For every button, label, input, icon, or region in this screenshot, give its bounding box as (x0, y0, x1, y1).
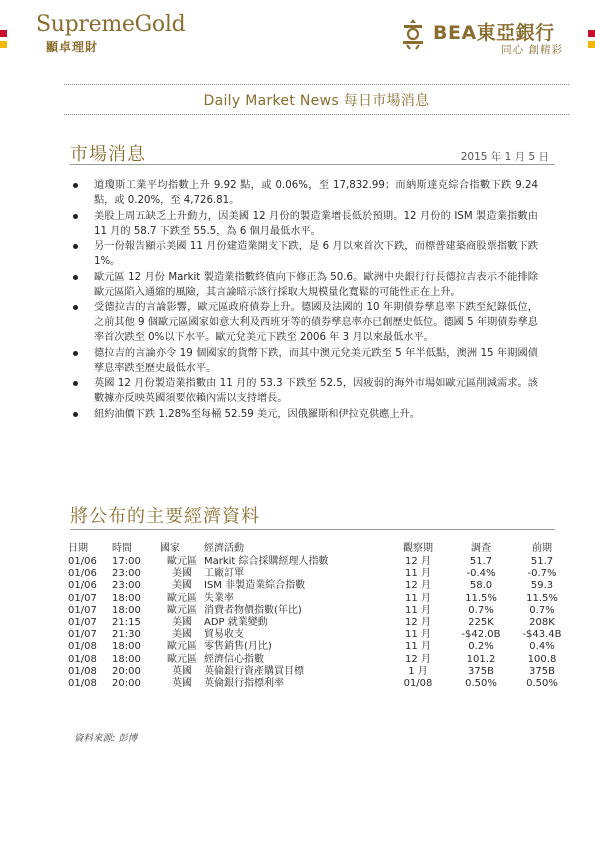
bea-logo (365, 16, 565, 60)
logo-wordmark: SupremeGold (36, 12, 186, 37)
cell-time: 18:00 (112, 604, 141, 616)
cell-event: 失業率 (204, 592, 234, 604)
table-row (68, 568, 572, 580)
cell-survey: 0.7% (468, 604, 494, 616)
cell-time: 21:15 (112, 617, 141, 629)
cell-period: 01/08 (403, 677, 433, 689)
cell-country: 美國 (172, 629, 192, 641)
cell-period: 11 月 (405, 604, 431, 616)
cell-survey: -$42.0B (461, 629, 501, 641)
cell-period: 12 月 (405, 556, 431, 568)
header-rule-top (64, 84, 569, 85)
col-prior: 前期 (532, 543, 552, 554)
header-rule-bottom (64, 114, 569, 115)
cell-survey: 375B (468, 665, 494, 677)
cell-event: 消費者物價指數(年比) (204, 604, 302, 616)
cell-date: 01/07 (68, 617, 97, 629)
cell-country: 英國 (172, 665, 192, 677)
cell-survey: -0.4% (466, 568, 496, 580)
cell-country: 歐元區 (167, 641, 197, 653)
cell-survey: 101.2 (466, 653, 496, 665)
cell-event: ADP 就業變動 (204, 617, 268, 629)
cell-prior: 11.5% (526, 592, 558, 604)
news-item: 紐約油價下跌 1.28%至每桶 52.59 美元，因俄羅斯和伊拉克供應上升。 (70, 407, 538, 422)
economic-calendar-table (68, 539, 572, 690)
table-header-row (68, 539, 572, 556)
cell-time: 17:00 (112, 556, 141, 568)
report-date: 2015 年 1 月 5 日 (460, 151, 549, 163)
market-news-title: 市場消息 (70, 144, 146, 165)
cell-time: 20:00 (112, 665, 141, 677)
cell-prior: 51.7 (530, 556, 554, 568)
cell-prior: 208K (529, 617, 555, 629)
col-time: 時間 (112, 543, 132, 554)
cell-prior: 100.8 (527, 653, 557, 665)
cell-country: 美國 (172, 580, 192, 592)
cell-event: 英倫銀行指標利率 (204, 677, 284, 689)
news-item: 另一份報告顯示美國 11 月份建造業開支下跌，是 6 月以來首次下跌，而標普建築商股票指數下跌 1%。 (70, 239, 538, 269)
table-row (68, 641, 572, 653)
news-item: 歐元區 12 月份 Markit 製造業指數終值向下修正為 50.6。歐洲中央銀行行長德拉吉表示不能排除歐元區陷入通縮的風險，其言論暗示該行採取大規模量化寬鬆的可能性正在上升。 (70, 270, 538, 300)
col-period: 觀察期 (403, 543, 433, 554)
supremegold-logo (36, 14, 216, 55)
cell-survey: 11.5% (465, 592, 497, 604)
cell-time: 18:00 (112, 592, 141, 604)
news-item: 受德拉吉的言論影響，歐元區政府債券上升。德國及法國的 10 年期債券孳息率下跌至紀錄低位，之前其他 9 個歐元區國家如意大利及西班牙等的債券孳息率亦已創歷史低位。德國 5 年期債券孳息率首次跌至 0%以下水平。歐元兌美元下跌至 2006 年 3 月以來最低水平。 (70, 300, 538, 345)
cell-country: 美國 (172, 568, 192, 580)
col-event: 經濟活動 (204, 543, 244, 554)
cell-period: 11 月 (405, 629, 431, 641)
cell-time: 23:00 (112, 568, 141, 580)
table-row (68, 556, 572, 568)
table-row (68, 617, 572, 629)
cell-prior: 0.7% (529, 604, 555, 616)
section2-rule (70, 529, 555, 530)
table-row (68, 654, 572, 666)
cell-time: 18:00 (112, 653, 141, 665)
news-item: 美股上周五缺乏上升動力，因美國 12 月份的製造業增長低於預期。12 月份的 ISM 製造業指數由 11 月的 58.7 下跌至 55.5，為 6 個月最低水平。 (70, 209, 538, 239)
cell-period: 12 月 (405, 617, 431, 629)
cell-prior: 0.4% (529, 641, 555, 653)
cell-country: 歐元區 (167, 653, 197, 665)
cell-period: 1 月 (408, 665, 428, 677)
cell-country: 歐元區 (167, 556, 197, 568)
cell-event: 貿易收支 (204, 629, 244, 641)
cell-survey: 0.2% (468, 641, 494, 653)
cell-prior: -$43.4B (522, 629, 562, 641)
cell-event: 英倫銀行資產購買目標 (204, 665, 304, 677)
col-date: 日期 (68, 543, 88, 554)
cell-date: 01/07 (68, 604, 97, 616)
cell-date: 01/07 (68, 629, 97, 641)
bea-wordmark: BEA東亞銀行 (433, 22, 555, 44)
cell-event: 工廠訂單 (204, 568, 244, 580)
right-red-mark (588, 30, 595, 37)
cell-survey: 51.7 (469, 556, 493, 568)
cell-time: 23:00 (112, 580, 141, 592)
cell-event: 零售銷售(月比) (204, 641, 272, 653)
cell-date: 01/06 (68, 568, 97, 580)
table-row (68, 678, 572, 690)
cell-country: 英國 (172, 677, 192, 689)
table-row (68, 629, 572, 641)
col-country: 國家 (160, 543, 180, 554)
cell-date: 01/06 (68, 580, 97, 592)
cell-period: 12 月 (405, 580, 431, 592)
data-source: 資料來源: 彭博 (74, 733, 138, 744)
banner-title: Daily Market News 每日市場消息 (203, 93, 430, 109)
cell-event: Markit 綜合採購經理人指數 (204, 556, 329, 568)
cell-country: 美國 (172, 617, 192, 629)
left-red-mark (0, 30, 7, 37)
cell-event: ISM 非製造業綜合指數 (204, 580, 306, 592)
right-yellow-mark (588, 41, 595, 48)
cell-country: 歐元區 (167, 592, 197, 604)
cell-survey: 225K (468, 617, 494, 629)
cell-survey: 0.50% (465, 677, 497, 689)
cell-period: 12 月 (405, 653, 431, 665)
cell-time: 21:30 (112, 629, 141, 641)
cell-date: 01/08 (68, 641, 97, 653)
cell-date: 01/07 (68, 592, 97, 604)
cell-date: 01/08 (68, 665, 97, 677)
cell-prior: -0.7% (527, 568, 557, 580)
bea-slogan: 同心 創精彩 (501, 44, 563, 56)
table-row (68, 605, 572, 617)
section1-rule (70, 164, 555, 165)
logo-chinese: 顯卓理財 (46, 40, 99, 54)
cell-survey: 58.0 (469, 580, 493, 592)
cell-country: 歐元區 (167, 604, 197, 616)
table-row (68, 580, 572, 592)
cell-prior: 375B (529, 665, 555, 677)
table-row (68, 593, 572, 605)
col-survey: 調查 (471, 543, 491, 554)
cell-event: 經濟信心指數 (204, 653, 264, 665)
cell-period: 11 月 (405, 641, 431, 653)
economic-calendar-title: 將公布的主要經濟資料 (70, 506, 260, 527)
table-row (68, 666, 572, 678)
news-item: 道瓊斯工業平均指數上升 9.92 點，或 0.06%，至 17,832.99；而納斯達克綜合指數下跌 9.24 點，或 0.20%，至 4,726.81。 (70, 178, 538, 208)
cell-prior: 59.3 (530, 580, 554, 592)
cell-time: 20:00 (112, 677, 141, 689)
cell-date: 01/06 (68, 556, 97, 568)
cell-time: 18:00 (112, 641, 141, 653)
cell-date: 01/08 (68, 677, 97, 689)
news-item: 德拉吉的言論亦令 19 個國家的貨幣下跌，而其中澳元兌美元跌至 5 年半低點，澳洲 15 年期國債孳息率跌至歷史最低水平。 (70, 346, 538, 376)
bea-emblem-icon (399, 18, 427, 50)
cell-date: 01/08 (68, 653, 97, 665)
news-list (70, 178, 538, 422)
cell-period: 11 月 (405, 592, 431, 604)
left-yellow-mark (0, 41, 7, 48)
news-item: 英國 12 月份製造業指數由 11 月的 53.3 下跌至 52.5，因疲弱的海外市場如歐元區削減需求。該數據亦反映英國須要依賴內需以支持增長。 (70, 376, 538, 406)
cell-period: 11 月 (405, 568, 431, 580)
cell-prior: 0.50% (526, 677, 558, 689)
